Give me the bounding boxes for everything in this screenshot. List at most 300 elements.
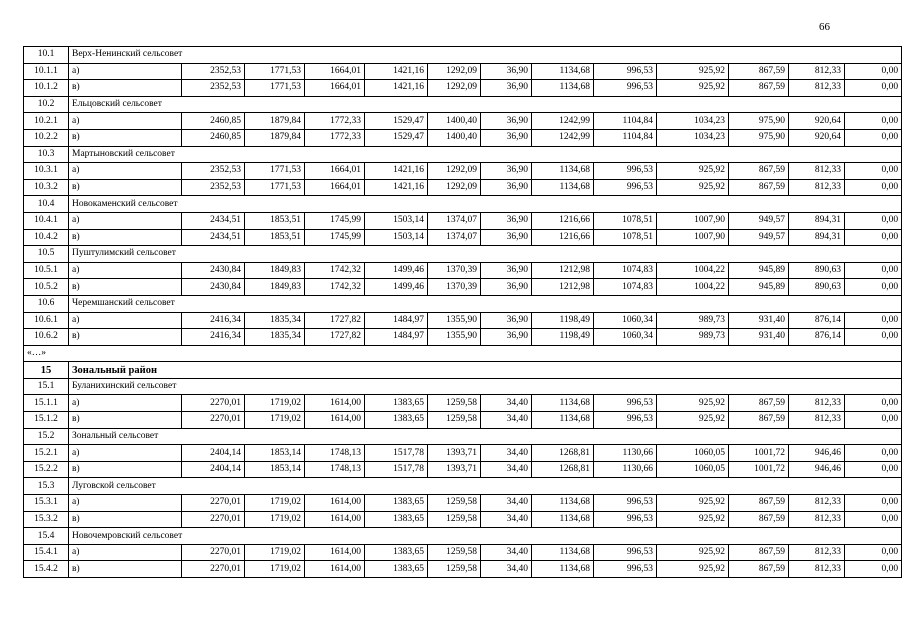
value-cell: 2430,84	[182, 279, 245, 296]
value-cell: 867,59	[729, 179, 789, 196]
value-cell: 2270,01	[182, 511, 245, 528]
value-cell: 1835,34	[245, 329, 305, 346]
value-cell: 1004,22	[657, 279, 729, 296]
value-cell: 1216,66	[532, 212, 594, 229]
value-cell: 1370,39	[428, 279, 481, 296]
value-cell: 1517,78	[365, 461, 428, 478]
value-cell: 1355,90	[428, 329, 481, 346]
value-cell: 1484,97	[365, 329, 428, 346]
value-cell: 36,90	[481, 329, 532, 346]
value-cell: 996,53	[594, 544, 657, 561]
value-cell: 2270,01	[182, 395, 245, 412]
value-cell: 1771,53	[245, 179, 305, 196]
value-cell: 1242,99	[532, 113, 594, 130]
value-cell: 1216,66	[532, 229, 594, 246]
section-name: Ельцовский сельсовет	[69, 96, 902, 113]
section-row	[24, 96, 902, 113]
value-cell: 1771,53	[245, 63, 305, 80]
value-cell: 1742,32	[305, 279, 365, 296]
value-cell: 945,89	[729, 262, 789, 279]
value-cell: 812,33	[789, 495, 845, 512]
value-cell: 1529,47	[365, 113, 428, 130]
row-label: в)	[69, 179, 182, 196]
value-cell: 36,90	[481, 279, 532, 296]
row-label: в)	[69, 129, 182, 146]
value-cell: 1727,82	[305, 329, 365, 346]
section-row	[24, 196, 902, 213]
value-cell: 1383,65	[365, 495, 428, 512]
table-row	[24, 412, 902, 429]
section-code: 15.1	[24, 378, 69, 395]
value-cell: 812,33	[789, 179, 845, 196]
value-cell: 996,53	[594, 495, 657, 512]
row-code: 10.6.2	[24, 329, 69, 346]
value-cell: 1614,00	[305, 561, 365, 578]
value-cell: 2416,34	[182, 329, 245, 346]
value-cell: 1130,66	[594, 461, 657, 478]
value-cell: 925,92	[657, 544, 729, 561]
value-cell: 1134,68	[532, 495, 594, 512]
value-cell: 36,90	[481, 179, 532, 196]
value-cell: 996,53	[594, 395, 657, 412]
value-cell: 1748,13	[305, 445, 365, 462]
value-cell: 925,92	[657, 63, 729, 80]
section-code: 15.3	[24, 478, 69, 495]
value-cell: 34,40	[481, 445, 532, 462]
value-cell: 2270,01	[182, 495, 245, 512]
table-row	[24, 113, 902, 130]
value-cell: 1383,65	[365, 395, 428, 412]
section-name: Зональный сельсовет	[69, 428, 902, 445]
value-cell: 1268,81	[532, 461, 594, 478]
section-row	[24, 528, 902, 545]
value-cell: 1614,00	[305, 511, 365, 528]
value-cell: 1529,47	[365, 129, 428, 146]
row-code: 10.6.1	[24, 312, 69, 329]
value-cell: 867,59	[729, 495, 789, 512]
value-cell: 890,63	[789, 279, 845, 296]
value-cell: 36,90	[481, 262, 532, 279]
table-row	[24, 561, 902, 578]
value-cell: 1001,72	[729, 445, 789, 462]
value-cell: 812,33	[789, 163, 845, 180]
value-cell: 1134,68	[532, 412, 594, 429]
value-cell: 1034,23	[657, 129, 729, 146]
value-cell: 1134,68	[532, 561, 594, 578]
value-cell: 2270,01	[182, 561, 245, 578]
value-cell: 1772,33	[305, 113, 365, 130]
value-cell: 1748,13	[305, 461, 365, 478]
value-cell: 2460,85	[182, 129, 245, 146]
table-row	[24, 544, 902, 561]
row-code: 10.3.2	[24, 179, 69, 196]
value-cell: 867,59	[729, 80, 789, 97]
section-row	[24, 246, 902, 263]
value-cell: 1879,84	[245, 113, 305, 130]
value-cell: 867,59	[729, 544, 789, 561]
value-cell: 996,53	[594, 163, 657, 180]
value-cell: 1853,14	[245, 445, 305, 462]
value-cell: 1400,40	[428, 113, 481, 130]
value-cell: 2460,85	[182, 113, 245, 130]
value-cell: 1268,81	[532, 445, 594, 462]
value-cell: 1259,58	[428, 511, 481, 528]
value-cell: 925,92	[657, 163, 729, 180]
value-cell: 996,53	[594, 412, 657, 429]
section-name: Новочемровский сельсовет	[69, 528, 902, 545]
value-cell: 2352,53	[182, 80, 245, 97]
section-name: Пуштулимский сельсовет	[69, 246, 902, 263]
row-label: в)	[69, 561, 182, 578]
value-cell: 996,53	[594, 80, 657, 97]
value-cell: 1745,99	[305, 229, 365, 246]
value-cell: 1134,68	[532, 63, 594, 80]
table-row	[24, 163, 902, 180]
value-cell: 867,59	[729, 511, 789, 528]
section-row	[24, 478, 902, 495]
value-cell: 1292,09	[428, 179, 481, 196]
value-cell: 1374,07	[428, 229, 481, 246]
table-row	[24, 262, 902, 279]
value-cell: 996,53	[594, 511, 657, 528]
value-cell: 2352,53	[182, 63, 245, 80]
section-row	[24, 295, 902, 312]
section-code: 10.5	[24, 246, 69, 263]
value-cell: 2416,34	[182, 312, 245, 329]
value-cell: 0,00	[845, 445, 902, 462]
section-name: Новокаменский сельсовет	[69, 196, 902, 213]
value-cell: 949,57	[729, 212, 789, 229]
value-cell: 0,00	[845, 113, 902, 130]
value-cell: 925,92	[657, 179, 729, 196]
value-cell: 2404,14	[182, 461, 245, 478]
table-row	[24, 63, 902, 80]
value-cell: 1742,32	[305, 262, 365, 279]
value-cell: 1421,16	[365, 80, 428, 97]
value-cell: 1400,40	[428, 129, 481, 146]
value-cell: 1614,00	[305, 544, 365, 561]
value-cell: 1853,14	[245, 461, 305, 478]
section-name: Буланихинский сельсовет	[69, 378, 902, 395]
value-cell: 812,33	[789, 63, 845, 80]
value-cell: 975,90	[729, 113, 789, 130]
value-cell: 34,40	[481, 561, 532, 578]
value-cell: 1503,14	[365, 229, 428, 246]
table-row	[24, 129, 902, 146]
section-name: Верх-Ненинский сельсовет	[69, 47, 902, 64]
row-label: а)	[69, 445, 182, 462]
value-cell: 2270,01	[182, 412, 245, 429]
ellipsis-mark: «…»	[24, 345, 902, 362]
value-cell: 1484,97	[365, 312, 428, 329]
value-cell: 0,00	[845, 412, 902, 429]
value-cell: 867,59	[729, 561, 789, 578]
value-cell: 1034,23	[657, 113, 729, 130]
value-cell: 2434,51	[182, 229, 245, 246]
table-row	[24, 229, 902, 246]
value-cell: 1499,46	[365, 262, 428, 279]
value-cell: 34,40	[481, 511, 532, 528]
value-cell: 925,92	[657, 561, 729, 578]
value-cell: 34,40	[481, 412, 532, 429]
value-cell: 36,90	[481, 63, 532, 80]
value-cell: 0,00	[845, 129, 902, 146]
row-label: в)	[69, 461, 182, 478]
table-row	[24, 80, 902, 97]
value-cell: 890,63	[789, 262, 845, 279]
value-cell: 1370,39	[428, 262, 481, 279]
section-code: 10.3	[24, 146, 69, 163]
value-cell: 1421,16	[365, 163, 428, 180]
value-cell: 949,57	[729, 229, 789, 246]
value-cell: 2352,53	[182, 163, 245, 180]
section-name: Черемшанский сельсовет	[69, 295, 902, 312]
value-cell: 1745,99	[305, 212, 365, 229]
value-cell: 0,00	[845, 279, 902, 296]
value-cell: 996,53	[594, 561, 657, 578]
value-cell: 931,40	[729, 329, 789, 346]
value-cell: 812,33	[789, 80, 845, 97]
value-cell: 1517,78	[365, 445, 428, 462]
value-cell: 1719,02	[245, 395, 305, 412]
value-cell: 0,00	[845, 163, 902, 180]
value-cell: 1074,83	[594, 279, 657, 296]
value-cell: 1292,09	[428, 80, 481, 97]
row-label: в)	[69, 412, 182, 429]
value-cell: 1383,65	[365, 561, 428, 578]
value-cell: 1007,90	[657, 212, 729, 229]
value-cell: 1772,33	[305, 129, 365, 146]
value-cell: 1614,00	[305, 495, 365, 512]
row-code: 10.1.1	[24, 63, 69, 80]
value-cell: 812,33	[789, 544, 845, 561]
value-cell: 1001,72	[729, 461, 789, 478]
section-code: 10.2	[24, 96, 69, 113]
row-label: а)	[69, 262, 182, 279]
value-cell: 2270,01	[182, 544, 245, 561]
row-label: а)	[69, 113, 182, 130]
value-cell: 1078,51	[594, 229, 657, 246]
row-code: 10.5.1	[24, 262, 69, 279]
value-cell: 36,90	[481, 113, 532, 130]
value-cell: 1393,71	[428, 445, 481, 462]
table-row	[24, 395, 902, 412]
value-cell: 1198,49	[532, 312, 594, 329]
value-cell: 36,90	[481, 212, 532, 229]
value-cell: 0,00	[845, 461, 902, 478]
row-code: 10.2.1	[24, 113, 69, 130]
row-code: 15.4.1	[24, 544, 69, 561]
value-cell: 1134,68	[532, 511, 594, 528]
row-label: а)	[69, 495, 182, 512]
row-label: а)	[69, 544, 182, 561]
value-cell: 1664,01	[305, 163, 365, 180]
tariff-table	[23, 46, 902, 578]
value-cell: 1134,68	[532, 163, 594, 180]
value-cell: 1727,82	[305, 312, 365, 329]
value-cell: 931,40	[729, 312, 789, 329]
value-cell: 946,46	[789, 445, 845, 462]
value-cell: 1771,53	[245, 163, 305, 180]
row-label: а)	[69, 63, 182, 80]
value-cell: 0,00	[845, 63, 902, 80]
value-cell: 1719,02	[245, 495, 305, 512]
value-cell: 34,40	[481, 461, 532, 478]
value-cell: 867,59	[729, 395, 789, 412]
section-row	[24, 362, 902, 379]
value-cell: 0,00	[845, 179, 902, 196]
section-row	[24, 146, 902, 163]
value-cell: 1664,01	[305, 80, 365, 97]
value-cell: 1393,71	[428, 461, 481, 478]
value-cell: 1060,34	[594, 329, 657, 346]
value-cell: 1104,84	[594, 113, 657, 130]
value-cell: 1499,46	[365, 279, 428, 296]
value-cell: 1374,07	[428, 212, 481, 229]
section-code: 10.6	[24, 295, 69, 312]
section-row	[24, 47, 902, 64]
value-cell: 1134,68	[532, 395, 594, 412]
value-cell: 1212,98	[532, 262, 594, 279]
row-code: 10.4.2	[24, 229, 69, 246]
row-code: 15.2.2	[24, 461, 69, 478]
value-cell: 1134,68	[532, 80, 594, 97]
value-cell: 1355,90	[428, 312, 481, 329]
value-cell: 1614,00	[305, 412, 365, 429]
value-cell: 1383,65	[365, 511, 428, 528]
value-cell: 1503,14	[365, 212, 428, 229]
value-cell: 1242,99	[532, 129, 594, 146]
table-row	[24, 212, 902, 229]
value-cell: 1259,58	[428, 395, 481, 412]
value-cell: 946,46	[789, 461, 845, 478]
value-cell: 812,33	[789, 412, 845, 429]
value-cell: 1060,05	[657, 445, 729, 462]
value-cell: 36,90	[481, 129, 532, 146]
value-cell: 945,89	[729, 279, 789, 296]
value-cell: 925,92	[657, 412, 729, 429]
row-code: 15.1.1	[24, 395, 69, 412]
value-cell: 1060,05	[657, 461, 729, 478]
value-cell: 925,92	[657, 495, 729, 512]
row-code: 10.5.2	[24, 279, 69, 296]
value-cell: 894,31	[789, 229, 845, 246]
row-label: а)	[69, 163, 182, 180]
row-code: 15.3.1	[24, 495, 69, 512]
value-cell: 1383,65	[365, 412, 428, 429]
value-cell: 1664,01	[305, 63, 365, 80]
value-cell: 0,00	[845, 80, 902, 97]
value-cell: 2430,84	[182, 262, 245, 279]
table-row	[24, 495, 902, 512]
row-label: а)	[69, 212, 182, 229]
value-cell: 0,00	[845, 212, 902, 229]
value-cell: 920,64	[789, 113, 845, 130]
value-cell: 0,00	[845, 495, 902, 512]
value-cell: 1004,22	[657, 262, 729, 279]
value-cell: 925,92	[657, 511, 729, 528]
value-cell: 1383,65	[365, 544, 428, 561]
table-row	[24, 445, 902, 462]
value-cell: 1719,02	[245, 561, 305, 578]
value-cell: 1849,83	[245, 262, 305, 279]
value-cell: 996,53	[594, 179, 657, 196]
value-cell: 812,33	[789, 395, 845, 412]
section-code: 10.4	[24, 196, 69, 213]
value-cell: 1853,51	[245, 229, 305, 246]
value-cell: 1421,16	[365, 63, 428, 80]
section-code: 15.2	[24, 428, 69, 445]
section-name: Луговской сельсовет	[69, 478, 902, 495]
value-cell: 1074,83	[594, 262, 657, 279]
row-code: 15.2.1	[24, 445, 69, 462]
row-label: а)	[69, 312, 182, 329]
value-cell: 1078,51	[594, 212, 657, 229]
value-cell: 1835,34	[245, 312, 305, 329]
table-row	[24, 511, 902, 528]
value-cell: 2404,14	[182, 445, 245, 462]
table-row	[24, 179, 902, 196]
row-code: 15.3.2	[24, 511, 69, 528]
value-cell: 925,92	[657, 80, 729, 97]
page-number: 66	[819, 21, 830, 33]
value-cell: 0,00	[845, 511, 902, 528]
value-cell: 867,59	[729, 63, 789, 80]
value-cell: 812,33	[789, 561, 845, 578]
value-cell: 1259,58	[428, 412, 481, 429]
value-cell: 876,14	[789, 312, 845, 329]
value-cell: 1259,58	[428, 495, 481, 512]
value-cell: 975,90	[729, 129, 789, 146]
row-code: 10.4.1	[24, 212, 69, 229]
value-cell: 925,92	[657, 395, 729, 412]
value-cell: 1719,02	[245, 511, 305, 528]
value-cell: 989,73	[657, 329, 729, 346]
value-cell: 34,40	[481, 495, 532, 512]
value-cell: 1292,09	[428, 163, 481, 180]
section-code: 10.1	[24, 47, 69, 64]
value-cell: 1130,66	[594, 445, 657, 462]
section-name: Мартыновский сельсовет	[69, 146, 902, 163]
section-name: Зональный район	[69, 362, 902, 379]
value-cell: 36,90	[481, 229, 532, 246]
value-cell: 0,00	[845, 262, 902, 279]
value-cell: 0,00	[845, 544, 902, 561]
value-cell: 920,64	[789, 129, 845, 146]
section-row	[24, 378, 902, 395]
row-label: в)	[69, 279, 182, 296]
table-row	[24, 329, 902, 346]
value-cell: 0,00	[845, 561, 902, 578]
value-cell: 1198,49	[532, 329, 594, 346]
value-cell: 812,33	[789, 511, 845, 528]
value-cell: 36,90	[481, 80, 532, 97]
value-cell: 0,00	[845, 395, 902, 412]
value-cell: 867,59	[729, 163, 789, 180]
value-cell: 36,90	[481, 163, 532, 180]
value-cell: 996,53	[594, 63, 657, 80]
row-label: в)	[69, 329, 182, 346]
row-code: 15.4.2	[24, 561, 69, 578]
value-cell: 876,14	[789, 329, 845, 346]
value-cell: 1007,90	[657, 229, 729, 246]
value-cell: 1771,53	[245, 80, 305, 97]
value-cell: 1212,98	[532, 279, 594, 296]
value-cell: 1664,01	[305, 179, 365, 196]
table-row	[24, 461, 902, 478]
value-cell: 1060,34	[594, 312, 657, 329]
value-cell: 989,73	[657, 312, 729, 329]
